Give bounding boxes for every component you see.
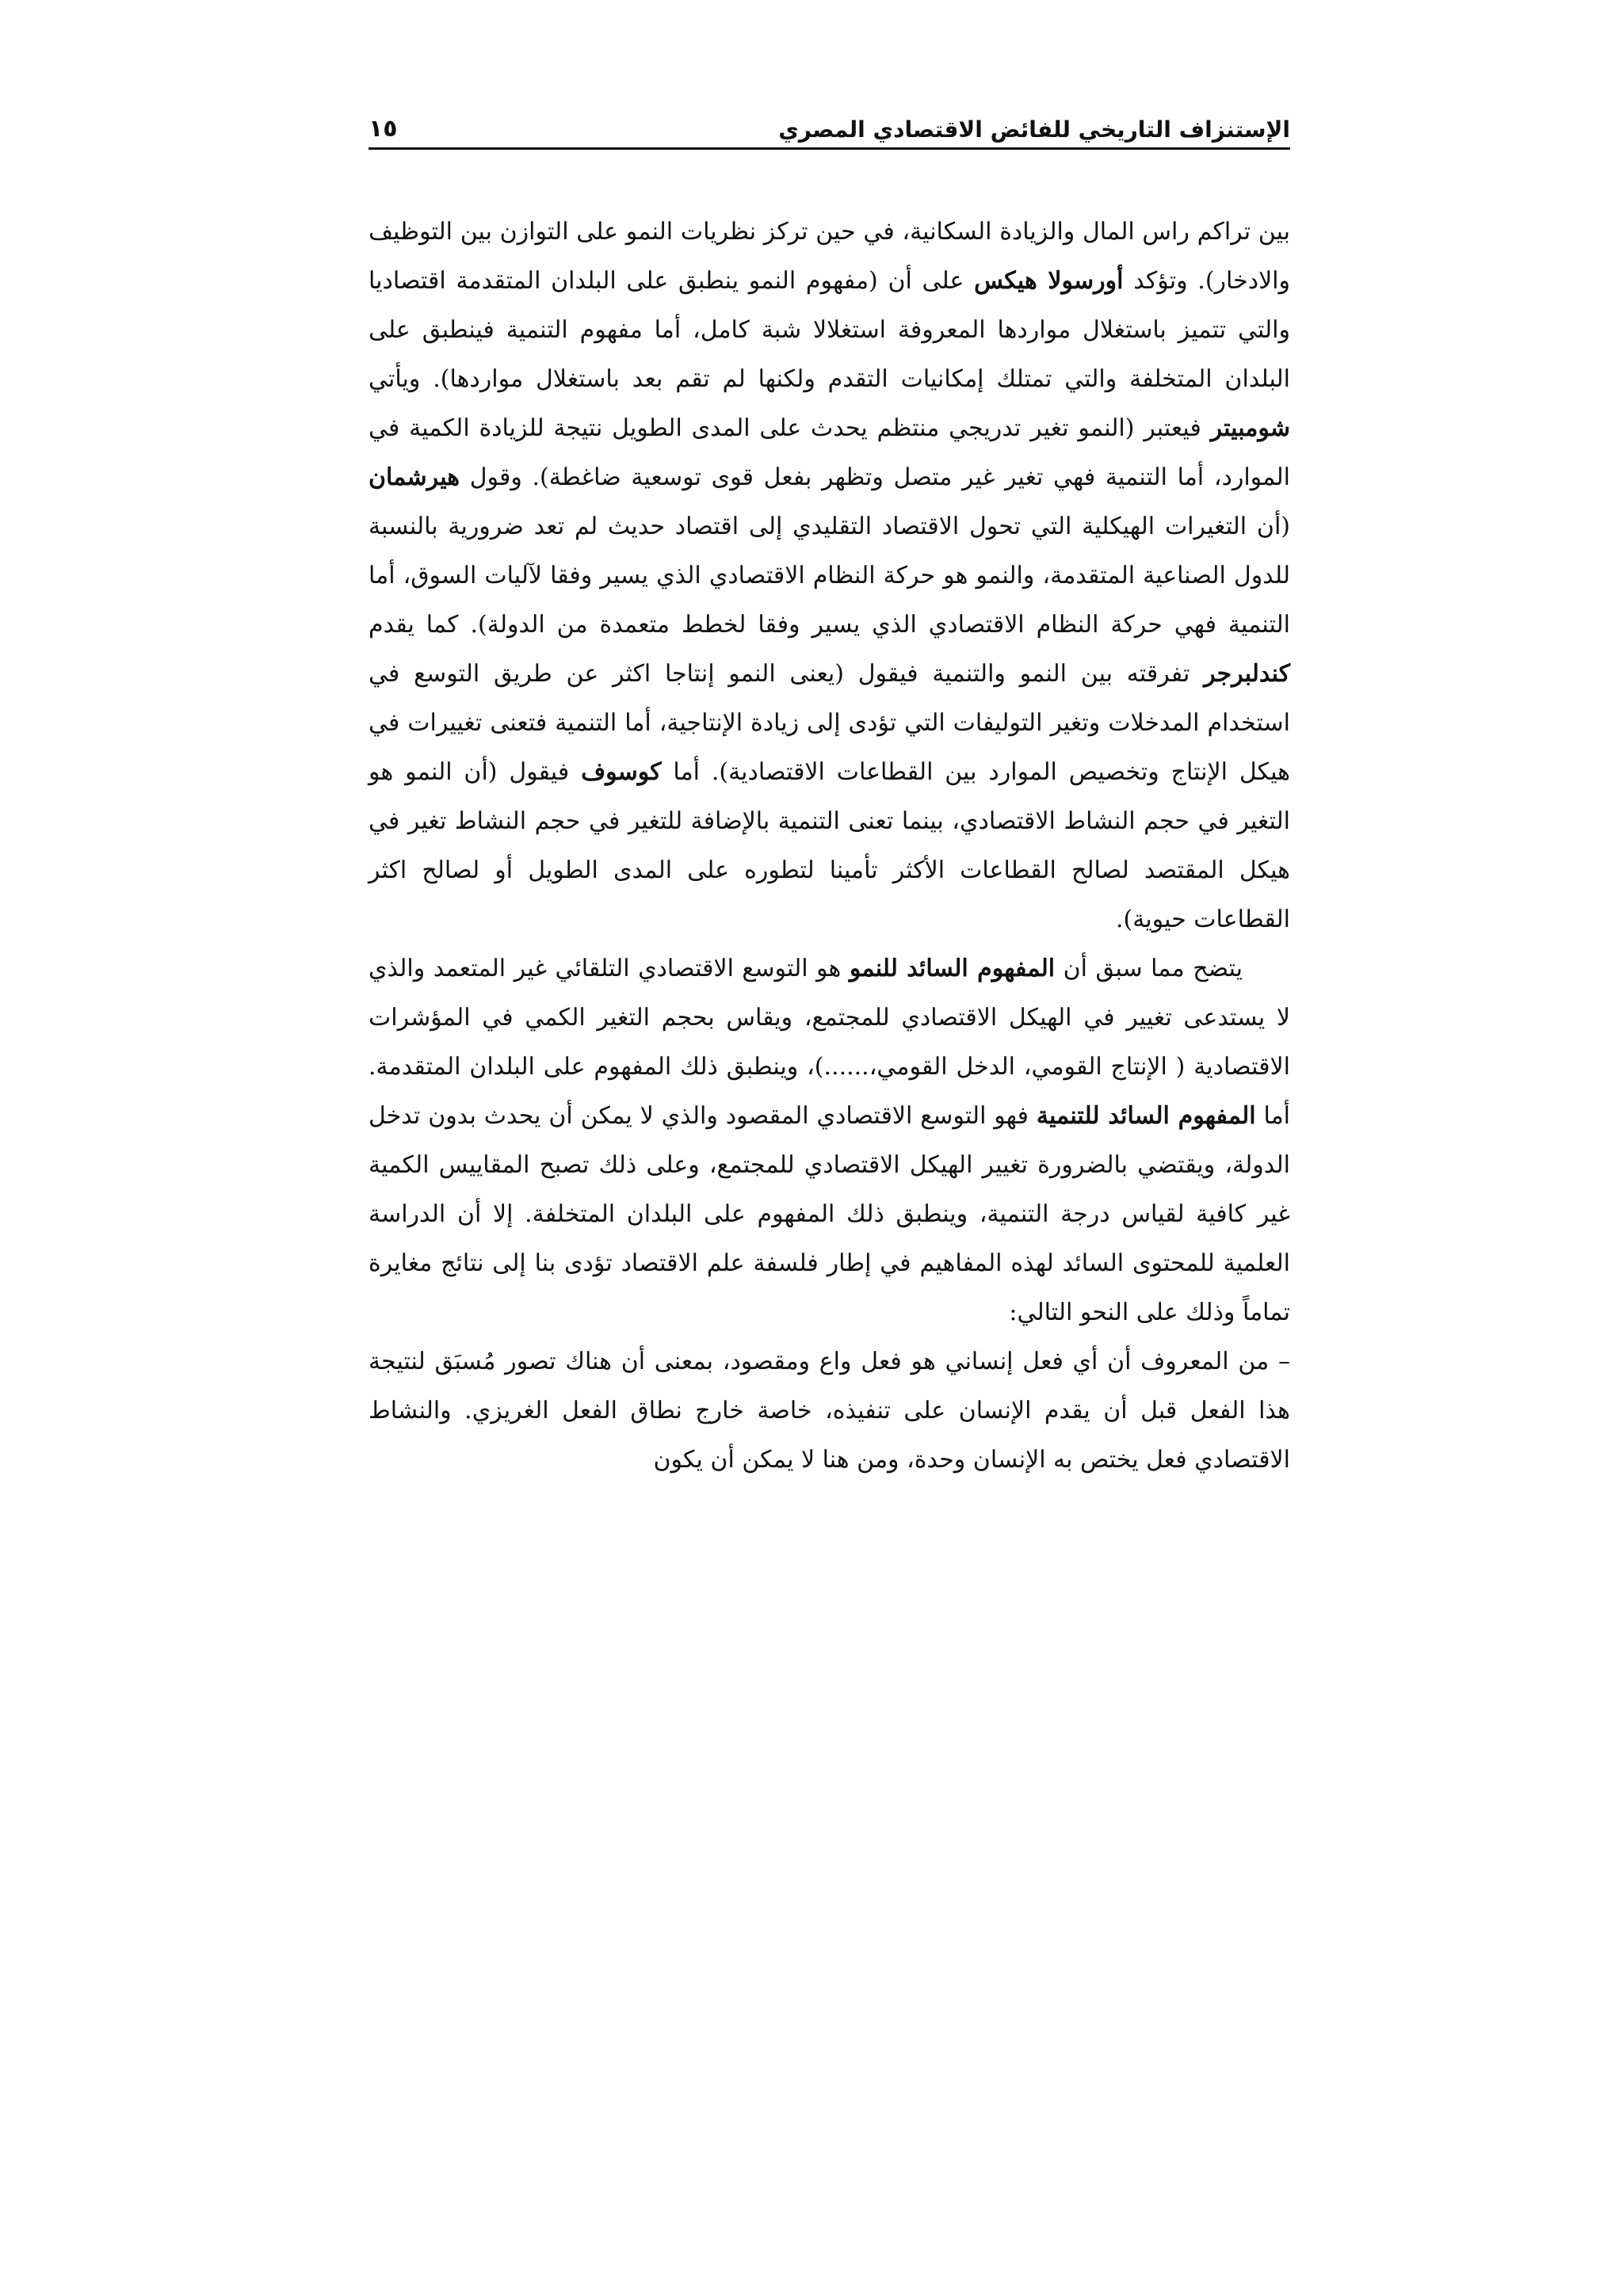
bold-term: أورسولا هيكس <box>974 267 1124 295</box>
paragraph-1 <box>369 208 1290 944</box>
running-header <box>369 101 1290 150</box>
bold-term: المفهوم السائد للنمو <box>849 955 1056 982</box>
text-run: على أن (مفهوم النمو ينطبق على البلدان المتقدمة اقتصاديا والتي تتميز باستغلال مواردها المعروفة استغلالا شبة كامل، أما مفهوم التنمية فينطبق على البلدان المتخلفة والتي تمتلك إمكانيات التقدم ولكنها لم تقم بعد باستغلال مواردها). ويأتي <box>369 267 1290 393</box>
paragraph-2 <box>369 944 1290 1337</box>
running-title: الإستنزاف التاريخي للفائض الاقتصادي المصري <box>778 116 1290 143</box>
body-text <box>369 208 1290 1485</box>
paragraph-3 <box>369 1337 1290 1485</box>
bold-term: كندلبرجر <box>1204 660 1290 688</box>
text-run: فيقول (أن النمو هو التغير في حجم النشاط الاقتصادي، بينما تعنى التنمية بالإضافة للتغير في حجم النشاط تغير في هيكل المقتصد لصالح القطاعات الأكثر تأمينا لتطوره على المدى الطويل أو لصالح اكثر القطاعات حيوية). <box>369 758 1290 933</box>
text-run: يتضح مما سبق أن <box>1055 955 1243 982</box>
text-run: فهو التوسع الاقتصادي المقصود والذي لا يمكن أن يحدث بدون تدخل الدولة، ويقتضي بالضرورة تغيير الهيكل الاقتصادي للمجتمع، وعلى ذلك تصبح المقاييس الكمية غير كافية لقياس درجة التنمية، وينطبق ذلك المفهوم على البلدان المتخلفة. إلا أن الدراسة العلمية للمحتوى السائد لهذه المفاهيم في إطار فلسفة علم الاقتصاد تؤدى بنا إلى نتائج مغايرة تماماً وذلك على النحو التالي: <box>369 1102 1290 1326</box>
bold-term: شومبيتر <box>1210 414 1290 442</box>
text-run: هو التوسع الاقتصادي التلقائي غير المتعمد والذي لا يستدعى تغيير في الهيكل الاقتصادي للمجتمع، ويقاس بحجم التغير الكمي في المؤشرات الاقتصادية ( الإنتاج القومي، الدخل القومي،......)، وينطبق ذلك المفهوم على البلدان المتقدمة. أما <box>369 955 1290 1130</box>
text-run: فيعتبر (النمو تغير تدريجي منتظم يحدث على المدى الطويل نتيجة للزيادة الكمية في الموارد، أما التنمية فهي تغير غير متصل وتظهر بفعل قوى توسعية ضاغطة). وقول <box>369 414 1290 491</box>
bold-term: هيرشمان <box>369 463 460 491</box>
text-run: بين تراكم راس المال والزيادة السكانية، في حين تركز نظريات النمو على التوازن بين التوظيف والادخار). وتؤكد <box>369 218 1290 295</box>
text-run: تفرقته بين النمو والتنمية فيقول (يعنى النمو إنتاجا اكثر عن طريق التوسع في استخدام المدخلات وتغير التوليفات التي تؤدى إلى زيادة الإنتاجية، أما التنمية فتعنى تغييرات في هيكل الإنتاج وتخصيص الموارد بين القطاعات الاقتصادية). أما <box>369 660 1290 786</box>
page-number: ١٥ <box>369 115 398 143</box>
text-run: – من المعروف أن أي فعل إنساني هو فعل واع ومقصود، بمعنى أن هناك تصور مُسبَق لنتيجة هذا الفعل قبل أن يقدم الإنسان على تنفيذه، خاصة خارج نطاق الفعل الغريزي. والنشاط الاقتصادي فعل يختص به الإنسان وحدة، ومن هنا لا يمكن أن يكون <box>369 1348 1290 1474</box>
bold-term: المفهوم السائد للتنمية <box>1036 1102 1256 1130</box>
bold-term: كوسوف <box>581 758 662 786</box>
text-run: (أن التغيرات الهيكلية التي تحول الاقتصاد التقليدي إلى اقتصاد حديث لم تعد ضرورية بالنسبة للدول الصناعية المتقدمة، والنمو هو حركة النظام الاقتصادي الذي يسير وفقا لآليات السوق، أما التنمية فهي حركة النظام الاقتصادي الذي يسير وفقا لخطط متعمدة من الدولة). كما يقدم <box>369 513 1290 639</box>
